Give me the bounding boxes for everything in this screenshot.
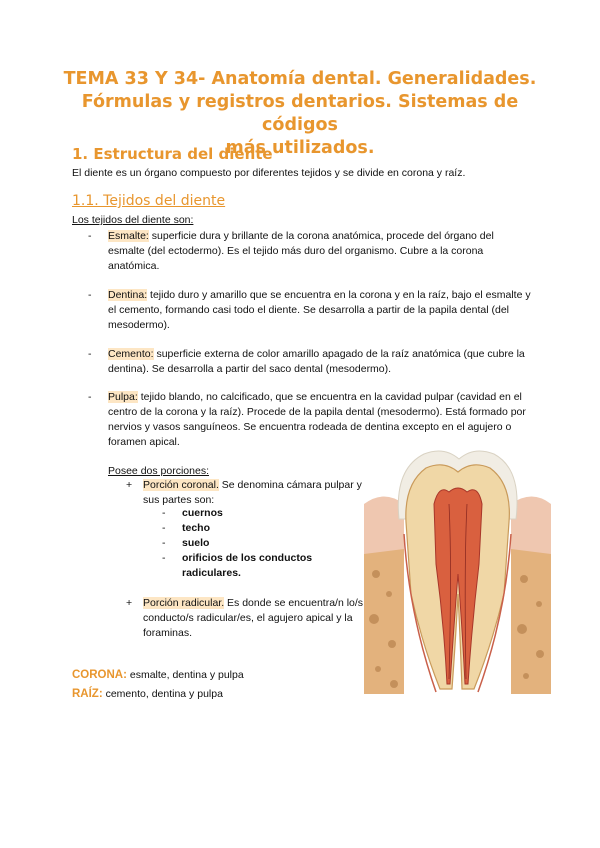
list-dash: - xyxy=(162,552,166,564)
list-dash: - xyxy=(88,348,92,360)
subsection-heading-tejidos: 1.1. Tejidos del diente xyxy=(72,193,226,209)
list-item xyxy=(162,521,362,536)
term-pulpa: Pulpa: xyxy=(108,391,138,403)
list-item xyxy=(162,551,362,581)
list-dash: - xyxy=(162,537,166,549)
list-dash: - xyxy=(88,289,92,301)
list-dash: - xyxy=(88,230,92,242)
text-cemento: superficie externa de color amarillo apagado de la raíz anatómica (que cubre la dentina). Se desarrolla a partir del saco dental (mesodermo). xyxy=(108,348,525,375)
part-cuernos: cuernos xyxy=(182,507,223,519)
term-coronal: Porción coronal. xyxy=(143,479,219,491)
list-item-pulpa xyxy=(88,390,533,450)
plus-bullet: + xyxy=(126,597,133,609)
title-line-3: más utilizados. xyxy=(225,138,375,158)
list-item xyxy=(162,506,362,521)
text-pulpa: tejido blando, no calcificado, que se encuentra en la cavidad pulpar (cavidad en el centro de la corona y la raíz). Procede de la papila dental (mesodermo). Está formado por nervios y vasos sanguíneos. Se encuentra rodeada de dentina excepto en el agujero o foramen apical. xyxy=(108,391,526,448)
list-item-esmalte xyxy=(88,229,533,274)
portion-coronal xyxy=(108,478,368,508)
title-line-1: TEMA 33 Y 34- Anatomía dental. Generalidades. xyxy=(63,69,537,89)
list-item xyxy=(162,536,362,551)
corona-text: esmalte, dentina y pulpa xyxy=(126,669,244,681)
summary-corona xyxy=(72,668,244,683)
title-line-2: Fórmulas y registros dentarios. Sistemas de códigos xyxy=(81,92,519,135)
raiz-text: cemento, dentina y pulpa xyxy=(102,688,223,700)
list-dash: - xyxy=(162,522,166,534)
list-item-cemento xyxy=(88,347,533,377)
summary-raiz xyxy=(72,687,223,702)
corona-label: CORONA: xyxy=(72,669,127,681)
term-esmalte: Esmalte: xyxy=(108,230,149,242)
list-item-dentina xyxy=(88,288,533,333)
term-cemento: Cemento: xyxy=(108,348,154,360)
coronal-parts-list xyxy=(162,506,362,581)
text-radicular: Es donde se encuentra/n lo/s conducto/s radicular/es, el agujero apical y la foraminas. xyxy=(143,597,364,639)
section-heading-estructura: 1. Estructura del diente xyxy=(72,145,273,163)
portions-lead: Posee dos porciones: xyxy=(108,465,209,477)
term-dentina: Dentina: xyxy=(108,289,148,301)
part-techo: techo xyxy=(182,522,211,534)
part-orificios: orificios de los conductos radiculares. xyxy=(182,552,313,579)
tissues-lead: Los tejidos del diente son: xyxy=(72,214,194,226)
list-dash: - xyxy=(162,507,166,519)
portion-radicular xyxy=(108,596,368,641)
part-suelo: suelo xyxy=(182,537,210,549)
list-dash: - xyxy=(88,391,92,403)
tooth-cross-section-illustration xyxy=(364,444,551,694)
raiz-label: RAÍZ: xyxy=(72,688,103,700)
text-dentina: tejido duro y amarillo que se encuentra en la corona y en la raíz, bajo el esmalte y el cemento, formando casi todo el diente. Se desarrolla a partir de la papila dental (del mesodermo). xyxy=(108,289,531,331)
text-esmalte: superficie dura y brillante de la corona anatómica, procede del órgano del esmalte (del ectodermo). Es el tejido más duro del organismo. Cubre a la corona anatómica. xyxy=(108,230,494,272)
section-intro: El diente es un órgano compuesto por diferentes tejidos y se divide en corona y raíz. xyxy=(72,167,466,179)
plus-bullet: + xyxy=(126,479,133,491)
term-radicular: Porción radicular. xyxy=(143,597,225,609)
text-coronal: Se denomina cámara pulpar y sus partes son: xyxy=(143,479,362,506)
